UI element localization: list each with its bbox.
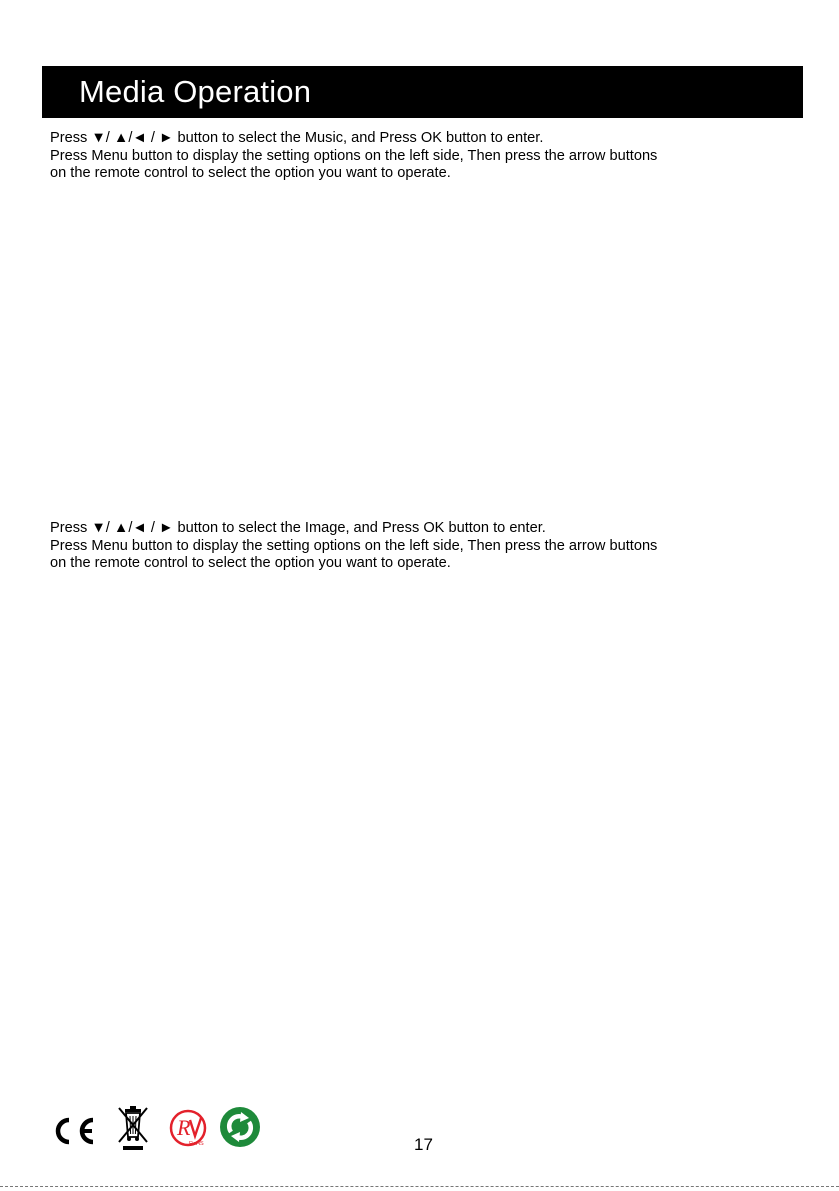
green-dot-icon xyxy=(219,1106,261,1148)
image-instructions xyxy=(50,520,657,573)
bottom-divider xyxy=(0,1186,839,1187)
weee-crossed-bin-icon xyxy=(116,1104,150,1152)
page-number: 17 xyxy=(414,1135,433,1154)
instruction-line: Press ▼/ ▲/◄ / ► button to select the Image, and Press OK button to enter. xyxy=(50,520,546,536)
instruction-line: Press ▼/ ▲/◄ / ► button to select the Music, and Press OK button to enter. xyxy=(50,130,544,146)
certification-logos xyxy=(50,1104,270,1152)
svg-text:RoHS: RoHS xyxy=(189,1141,204,1147)
svg-text:R: R xyxy=(177,1115,191,1140)
rohs-icon xyxy=(168,1108,208,1148)
instruction-line: Press Menu button to display the setting options on the left side, Then press the arrow buttons xyxy=(50,147,658,164)
page-title: Media Operation xyxy=(79,74,312,109)
instruction-line: on the remote control to select the option you want to operate. xyxy=(50,165,451,181)
instruction-line: on the remote control to select the option you want to operate. xyxy=(50,555,451,571)
header-bar xyxy=(42,66,803,118)
ce-mark-icon xyxy=(50,1116,98,1146)
instruction-line: Press Menu button to display the setting options on the left side, Then press the arrow buttons xyxy=(50,537,658,554)
music-instructions xyxy=(50,130,657,183)
